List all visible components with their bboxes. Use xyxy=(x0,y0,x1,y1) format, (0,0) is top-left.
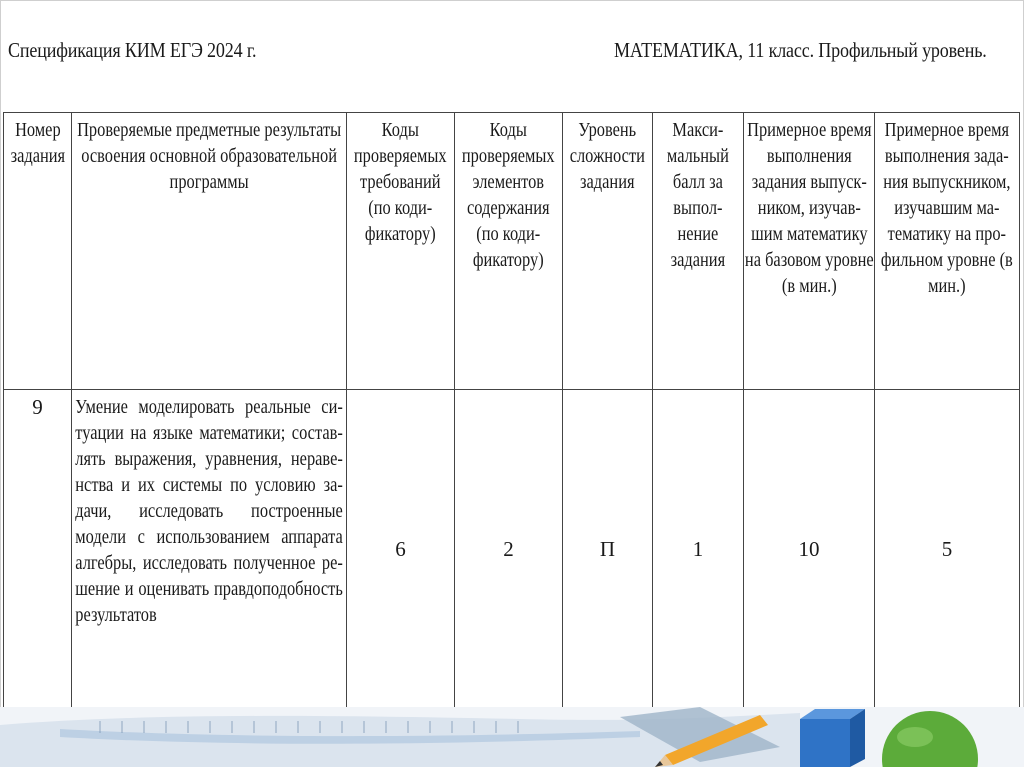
header-cell-number: Номер задания xyxy=(4,113,72,390)
header-cell-req-codes: Коды проверяемых требований (по коди-фикатору) xyxy=(347,113,455,390)
specification-table xyxy=(3,112,1020,716)
time-basic-cell: 10 xyxy=(744,390,875,711)
task-number-cell: 9 xyxy=(4,390,72,711)
banner-art xyxy=(0,707,1024,767)
header-cell-level: Уровень сложности задания xyxy=(563,113,653,390)
header-cell-time-profile: Примерное время выполнения зада-ния выпускником, изучавшим ма-тематику на про-фильном уровне (в мин.) xyxy=(875,113,1020,390)
req-codes-cell: 6 xyxy=(347,390,455,711)
result-cell: Умение моделировать реальные си-туации на языке математики; состав-лять выражения, уравнения, нераве-нства и их системы по условию за-дачи, исследовать построенные модели с использованием аппарата алгебры, исследовать полученное ре-шение и оценивать правдоподобность результатов xyxy=(72,390,347,711)
cube-icon xyxy=(800,709,865,767)
table-header-row xyxy=(4,113,1020,390)
header-cell-time-basic: Примерное время выполнения задания выпуск-ником, изучав-шим математику на базовом уровне (в мин.) xyxy=(744,113,875,390)
spec-title: Спецификация КИМ ЕГЭ 2024 г. xyxy=(8,38,257,62)
level-cell: П xyxy=(563,390,653,711)
table-row xyxy=(4,390,1020,711)
decorative-banner xyxy=(0,707,1024,767)
header-cell-max-score: Макси-мальный балл за выпол-нение задания xyxy=(653,113,744,390)
header-cell-content-codes: Коды проверяемых элементов содержания (по коди-фикатору) xyxy=(455,113,563,390)
subject-title: МАТЕМАТИКА, 11 класс. Профильный уровень. xyxy=(614,38,987,62)
time-profile-cell: 5 xyxy=(875,390,1020,711)
max-score-cell: 1 xyxy=(653,390,744,711)
header-cell-result: Проверяемые предметные результаты освоения основной образовательной программы xyxy=(72,113,347,390)
content-codes-cell: 2 xyxy=(455,390,563,711)
